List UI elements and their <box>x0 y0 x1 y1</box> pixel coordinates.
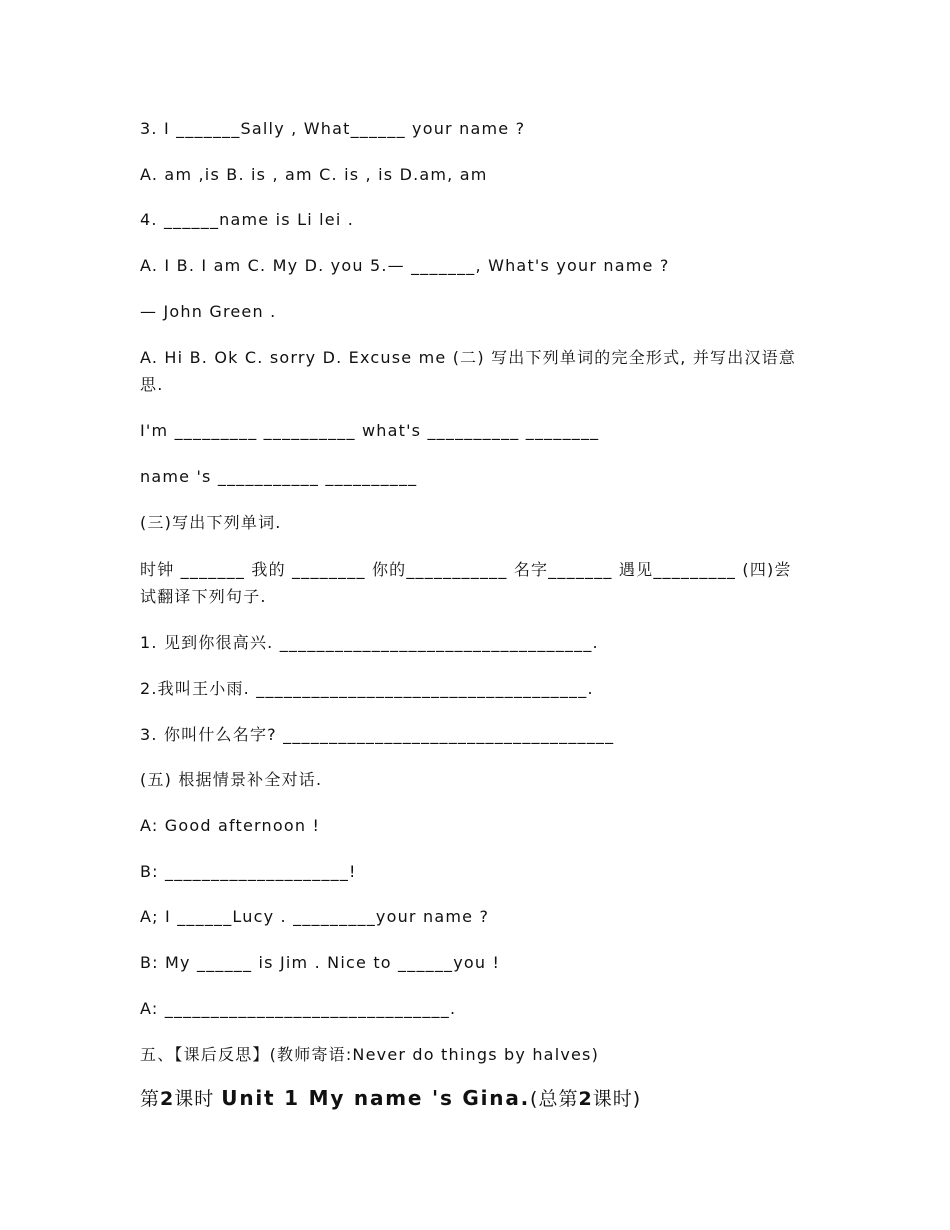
lesson-heading <box>140 1087 800 1110</box>
dialog-line-b2: B: My ______ is Jim . Nice to ______you ! <box>140 953 501 972</box>
dialog-line-b1: B: ____________________! <box>140 862 357 881</box>
dialog-line-a3: A: _______________________________. <box>140 999 457 1018</box>
question-3-options: A. am ,is B. is , am C. is , is D.am, am <box>140 165 488 184</box>
question-4: 4. ______name is Li lei . <box>140 210 355 229</box>
lesson-heading-mid: 课时 <box>174 1088 222 1110</box>
part-3-words-and-part-4: 时钟 _______ 我的 ________ 你的___________ 名字_______ 遇见_________ (四)尝试翻译下列句子. <box>140 560 792 606</box>
lesson-heading-prefix: 第 <box>140 1088 161 1110</box>
translate-sentence-1: 1. 见到你很高兴. __________________________________. <box>140 633 599 652</box>
contractions-line-1: I'm _________ __________ what's __________ ________ <box>140 421 600 440</box>
part-3-title: (三)写出下列单词. <box>140 513 282 532</box>
question-3: 3. I _______Sally , What______ your name ? <box>140 119 526 138</box>
reflection-line: 五、【课后反思】(教师寄语:Never do things by halves) <box>140 1045 600 1064</box>
lesson-heading-total-number: 2 <box>578 1088 593 1110</box>
question-4-options-and-question-5: A. I B. I am C. My D. you 5.— _______, What's your name ? <box>140 256 670 275</box>
question-5-options-and-part-2: A. Hi B. Ok C. sorry D. Excuse me (二) 写出下列单词的完全形式, 并写出汉语意思. <box>140 348 797 394</box>
translate-sentence-2: 2.我叫王小雨. ____________________________________. <box>140 679 594 698</box>
lesson-heading-number: 2 <box>160 1088 175 1110</box>
dialog-line-a1: A: Good afternoon ! <box>140 816 321 835</box>
lesson-heading-unit: Unit 1 My name 's Gina. <box>221 1086 531 1110</box>
translate-sentence-3: 3. 你叫什么名字? ____________________________________ <box>140 725 615 744</box>
part-5-title: (五) 根据情景补全对话. <box>140 770 323 789</box>
lesson-heading-suffix-a: (总第 <box>530 1088 579 1110</box>
dialog-line-a2: A; I ______Lucy . _________your name ? <box>140 907 490 926</box>
lesson-heading-suffix-b: 课时) <box>592 1088 642 1110</box>
contractions-line-2: name 's ___________ __________ <box>140 467 418 486</box>
question-5-answer: — John Green . <box>140 302 277 321</box>
